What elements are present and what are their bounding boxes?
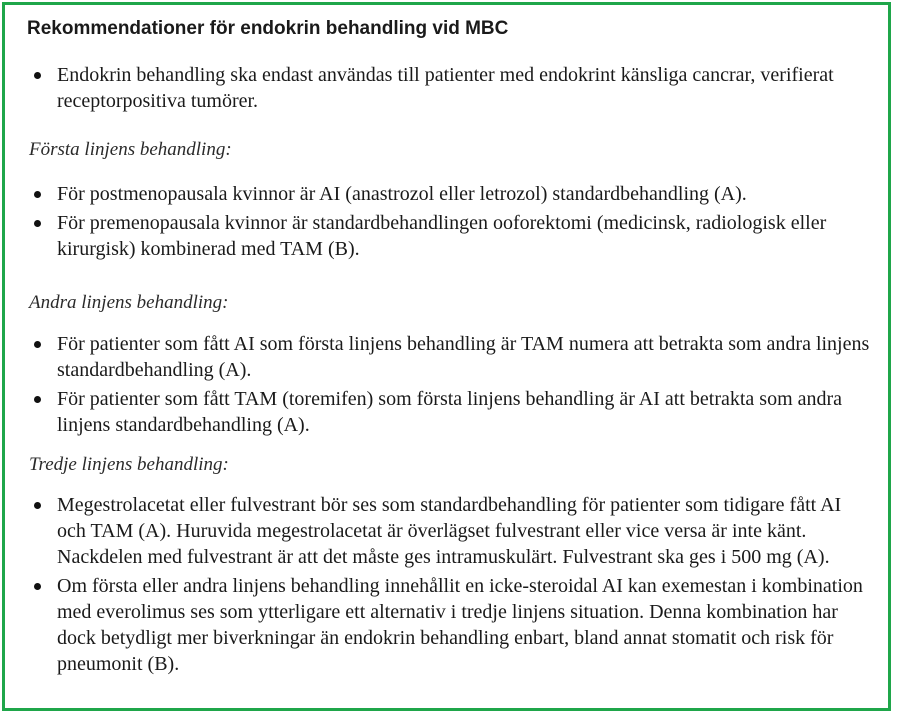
- bullet-text: För patienter som fått AI som första linjens behandling är TAM numera att betrakta som andra linjens standardbehandling (A).: [57, 333, 870, 381]
- list-item: [27, 331, 872, 383]
- intro-bullet-list: [27, 62, 872, 117]
- bullet-text: Megestrolacetat eller fulvestrant bör ses som standardbehandling för patienter som tidigare fått AI och TAM (A). Huruvida megestrolacetat är överlägset fulvestrant eller vice versa är inte känt. Nackdelen med fulvestrant är att det måste ges intramuskulärt. Fulvestrant ska ges i 500 mg (A).: [57, 494, 842, 568]
- list-item: [27, 386, 872, 438]
- bullet-icon: [34, 220, 41, 227]
- list-item: [27, 62, 872, 114]
- list-item: [27, 573, 872, 677]
- recommendation-box: [2, 2, 891, 711]
- bullet-text: För patienter som fått TAM (toremifen) som första linjens behandling är AI att betrakta som andra linjens standardbehandling (A).: [57, 388, 843, 436]
- bullet-icon: [34, 396, 41, 403]
- first-line-bullet-list: [27, 181, 872, 265]
- bullet-icon: [34, 502, 41, 509]
- bullet-icon: [34, 72, 41, 79]
- bullet-text: Endokrin behandling ska endast användas till patienter med endokrint känsliga cancrar, verifierat receptorpositiva tumörer.: [57, 64, 834, 112]
- bullet-text: Om första eller andra linjens behandling innehållit en icke-steroidal AI kan exemestan i kombination med everolimus ses som ytterligare ett alternativ i tredje linjens situation. Denna kombination har dock betydligt mer biverkningar än endokrin behandling enbart, bland annat stomatit och risk för pneumonit (B).: [57, 575, 863, 675]
- third-line-bullet-list: [27, 492, 872, 680]
- list-item: [27, 181, 872, 207]
- bullet-icon: [34, 341, 41, 348]
- section-heading-first-line: Första linjens behandling:: [29, 139, 232, 160]
- list-item: [27, 210, 872, 262]
- list-item: [27, 492, 872, 570]
- page-title: Rekommendationer för endokrin behandling vid MBC: [27, 18, 509, 39]
- bullet-icon: [34, 583, 41, 590]
- section-heading-third-line: Tredje linjens behandling:: [29, 454, 229, 475]
- second-line-bullet-list: [27, 331, 872, 441]
- bullet-icon: [34, 191, 41, 198]
- section-heading-second-line: Andra linjens behandling:: [29, 292, 229, 313]
- bullet-text: För postmenopausala kvinnor är AI (anastrozol eller letrozol) standardbehandling (A).: [57, 183, 747, 205]
- bullet-text: För premenopausala kvinnor är standardbehandlingen ooforektomi (medicinsk, radiologisk eller kirurgisk) kombinerad med TAM (B).: [57, 212, 827, 260]
